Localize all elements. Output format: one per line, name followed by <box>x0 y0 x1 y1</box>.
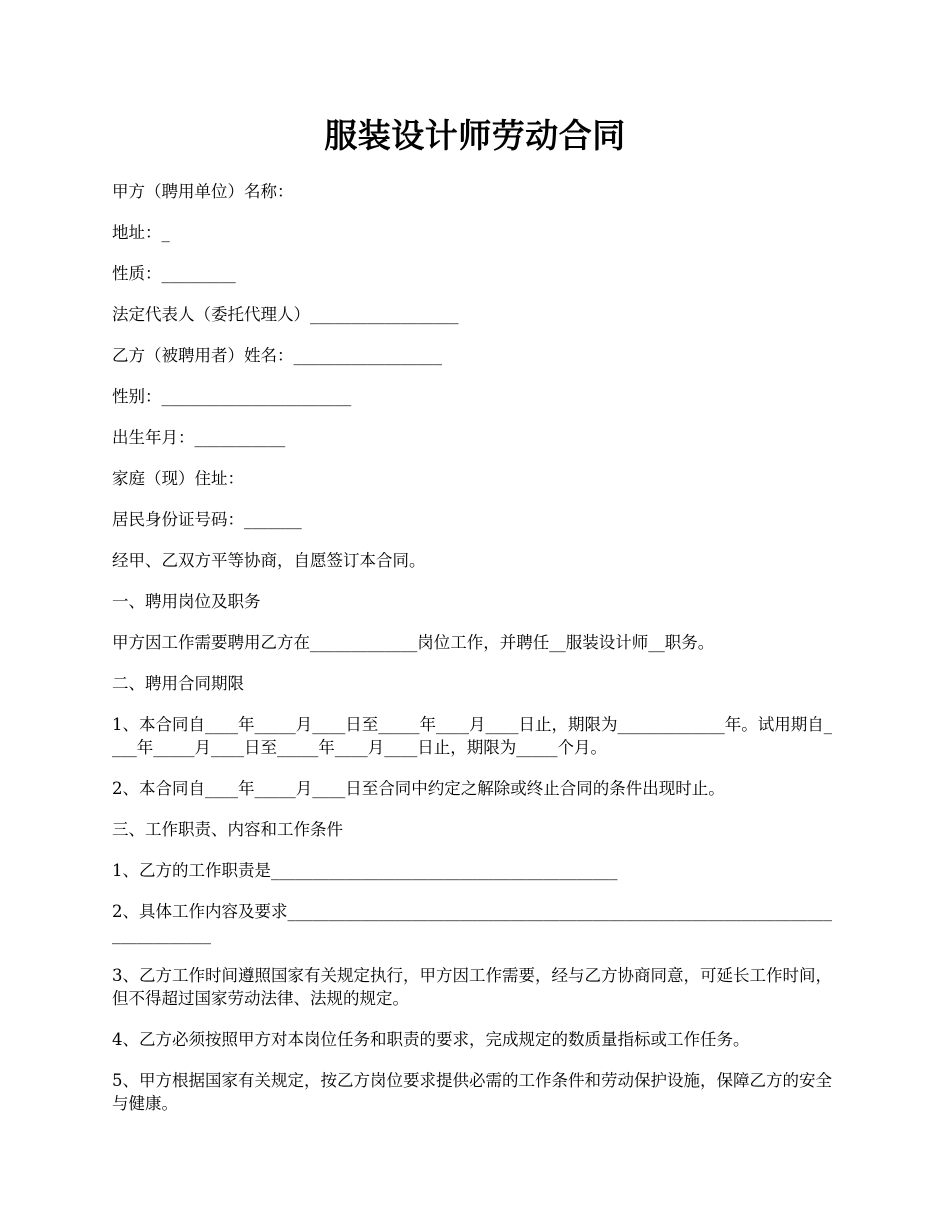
party-a-address: 地址：_ <box>112 223 170 242</box>
agreement-intro: 经甲、乙双方平等协商，自愿签订本合同。 <box>112 551 426 570</box>
section-3-clause-1: 1、乙方的工作职责是__________________________________________ <box>112 861 618 880</box>
party-a-nature: 性质：_________ <box>112 264 236 283</box>
party-b-birth: 出生年月：___________ <box>112 428 286 447</box>
section-3-clause-3: 3、乙方工作时间遵照国家有关规定执行，甲方因工作需要，经与乙方协商同意，可延长工作时间，但不得超过国家劳动法律、法规的规定。 <box>112 966 832 1008</box>
party-b-home-address: 家庭（现）住址： <box>112 469 244 488</box>
document-title: 服装设计师劳动合同 <box>324 116 626 155</box>
section-heading-2: 二、聘用合同期限 <box>112 674 244 693</box>
party-b-name: 乙方（被聘用者）姓名：__________________ <box>112 346 442 365</box>
legal-representative: 法定代表人（委托代理人）__________________ <box>112 305 459 324</box>
section-heading-3: 三、工作职责、内容和工作条件 <box>112 820 343 839</box>
section-2-clause-2: 2、本合同自____年_____月____日至合同中约定之解除或终止合同的条件出现时止。 <box>112 779 725 798</box>
section-2-clause-1: 1、本合同自____年_____月____日至_____年____月____日止，期限为_____________年。试用期自____年_____月____日至_____年____月____日止，期限为_____个月。 <box>112 715 832 757</box>
party-a-name: 甲方（聘用单位）名称： <box>112 182 294 201</box>
section-heading-1: 一、聘用岗位及职务 <box>112 592 261 611</box>
section-3-clause-4: 4、乙方必须按照甲方对本岗位任务和职责的要求，完成规定的数质量指标或工作任务。 <box>112 1030 750 1049</box>
section-3-clause-2: 2、具体工作内容及要求______________________________________________________________________________ <box>112 902 832 944</box>
section-3-clause-5: 5、甲方根据国家有关规定，按乙方岗位要求提供必需的工作条件和劳动保护设施，保障乙方的安全与健康。 <box>112 1071 832 1113</box>
party-b-id-number: 居民身份证号码：_______ <box>112 510 302 529</box>
section-1-text: 甲方因工作需要聘用乙方在_____________岗位工作，并聘任__服装设计师__职务。 <box>112 633 715 652</box>
party-b-gender: 性别：_______________________ <box>112 387 352 406</box>
document-body <box>112 180 840 1133</box>
